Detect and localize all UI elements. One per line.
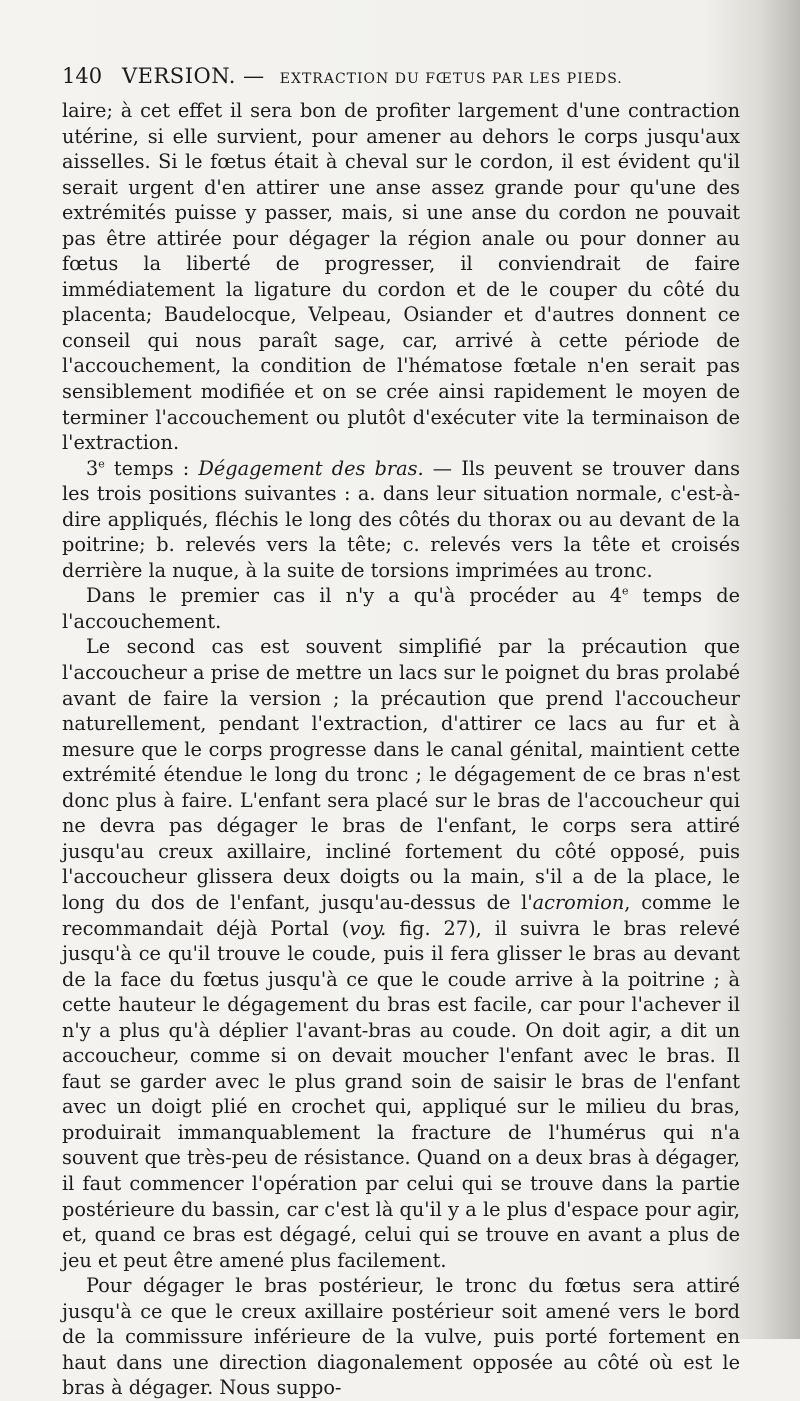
running-head-title: VERSION. —: [122, 64, 265, 88]
paragraph-4-italic-voy: voy.: [349, 916, 387, 940]
paragraph-2-heading: Dégagement des bras.: [198, 456, 424, 480]
paragraph-3: [62, 583, 740, 634]
paragraph-5: [62, 1273, 740, 1401]
paragraph-4: [62, 634, 740, 1273]
paragraph-4-text-c: fig. 27), il suivra le bras relevé jusqu'à ce qu'il trouve le coude, puis il fera glisser le bras au devant de la face du fœtus jusqu'à ce que le coude arrive à la poitrine ; à cette hauteur le dégagement du bras est facile, car pour l'achever il n'y a plus qu'à déplier l'avant-bras au coude. On doit agir, a dit un accoucheur, comme si on devait moucher l'enfant avec le bras. Il faut se garder avec le plus grand soin de saisir le bras de l'enfant avec un doigt plié en crochet qui, appliqué sur le milieu du bras, produirait immanquablement la fracture de l'humérus qui n'a souvent que très-peu de résistance. Quand on a deux bras à dégager, il faut commencer l'opération par celui qui se trouve dans la partie postérieure du bassin, car c'est là qu'il y a le plus d'espace pour agir, et, quand ce bras est dégagé, celui qui se trouve en avant a plus de jeu et peut être amené plus facilement.: [62, 916, 740, 1272]
paragraph-2-ordinal: 3: [86, 456, 99, 480]
paragraph-2: [62, 456, 740, 584]
paragraph-3-text-a: Dans le premier cas il n'y a qu'à procéder au 4: [86, 584, 622, 608]
paragraph-4-text-a: Le second cas est souvent simplifié par la précaution que l'accoucheur a prise de mettre un lacs sur le poignet du bras prolabé avant de faire la version ; la précaution que prend l'accoucheur naturellement, pendant l'extraction, d'attirer ce lacs au fur et à mesure que le corps progresse dans le canal génital, maintient cette extrémité étendue le long du tronc ; le dégagement de ce bras n'est donc plus à faire. L'enfant sera placé sur le bras de l'accoucheur qui ne devra pas dégager le bras de l'enfant, le corps sera attiré jusqu'au creux axillaire, incliné fortement du côté opposé, puis l'accoucheur glissera deux doigts ou la main, s'il a de la place, le long du dos de l'enfant, jusqu'au-dessus de l': [62, 635, 740, 914]
body-text: [62, 98, 740, 1401]
paragraph-3-sup: e: [621, 584, 629, 598]
running-head: [122, 64, 623, 88]
paragraph-2-text: — Ils peuvent se trouver dans les trois positions suivantes : a. dans leur situation normale, c'est-à-dire appliqués, fléchis le long des côtés du thorax ou au devant de la poitrine; b. relevés vers la tête; c. relevés vers la tête et croisés derrière la nuque, à la suite de torsions imprimées au tronc.: [62, 456, 740, 582]
paragraph-1-text: laire; à cet effet il sera bon de profiter largement d'une contraction utérine, si elle survient, pour amener au dehors le corps jusqu'aux aisselles. Si le fœtus était à cheval sur le cordon, il est évident qu'il serait urgent d'en attirer une anse assez grande pour qu'une des extrémités puisse y passer, mais, si une anse du cordon ne pouvait pas être attirée pour dégager la région anale ou pour donner au fœtus la liberté de progresser, il conviendrait de faire immédiatement la ligature du cordon et de le couper du côté du placenta; Baudelocque, Velpeau, Osiander et d'autres donnent ce conseil qui nous paraît sage, car, arrivé à cette période de l'accouchement, la condition de l'hématose fœtale n'en serait pas sensiblement modifiée et on se crée ainsi rapidement le moyen de terminer l'accouchement ou plutôt d'exécuter vite la terminaison de l'extraction.: [62, 99, 740, 455]
page-number: 140: [62, 64, 103, 88]
paragraph-4-italic-acromion: acromion: [532, 890, 625, 914]
paragraph-2-ordinal-sup: e: [98, 457, 105, 471]
paragraph-3-text-b: temps de l'accouchement.: [62, 584, 740, 633]
paragraph-5-text: Pour dégager le bras postérieur, le tronc du fœtus sera attiré jusqu'à ce que le creux axillaire postérieur soit amené vers le bord de la commissure inférieure de la vulve, puis porté fortement en haut dans une direction diagonalement opposée au côté où est le bras à dégager. Nous suppo-: [62, 1274, 740, 1400]
page-header: [62, 64, 740, 97]
paragraph-2-label: temps :: [104, 456, 199, 480]
paragraph-1: [62, 98, 740, 456]
running-head-subtitle: EXTRACTION DU FŒTUS PAR LES PIEDS.: [279, 71, 623, 87]
paragraph-4-text-b: , comme le recommandait déjà Portal (: [62, 890, 740, 940]
